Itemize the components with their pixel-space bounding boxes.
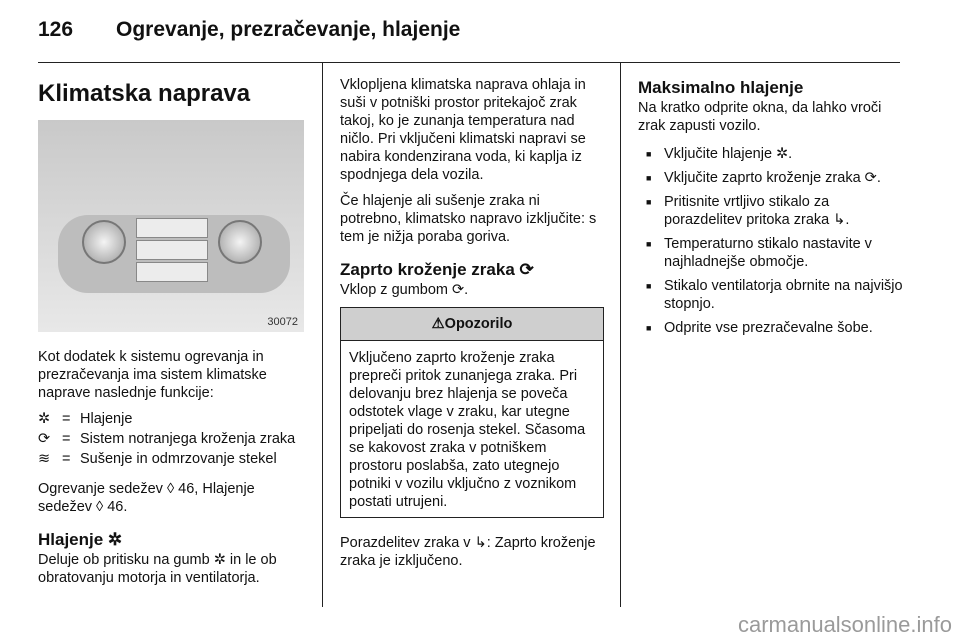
bullet-item xyxy=(638,319,904,337)
equals-sign: = xyxy=(62,431,71,447)
bullet-text: Vključite hlajenje ✲. xyxy=(664,146,793,162)
bullet-text: Pritisnite vrtljivo stikalo za porazdelitev pritoka zraka ↳. xyxy=(664,194,850,228)
bullet-text: Stikalo ventilatorja obrnite na najvišjo stopnjo. xyxy=(664,278,903,312)
symbol-row-defrost xyxy=(38,450,308,468)
panel-button-1 xyxy=(136,218,208,238)
symbol-text: Sušenje in odmrzovanje stekel xyxy=(80,451,277,467)
equals-sign: = xyxy=(62,411,71,427)
left-knob xyxy=(82,220,126,264)
recirculation-icon: ⟳ xyxy=(38,431,51,447)
bullet-text: Odprite vse prezračevalne šobe. xyxy=(664,320,873,336)
cooling-icon: ✲ xyxy=(38,411,51,427)
image-code: 30072 xyxy=(267,316,298,328)
bullet-text: Vključite zaprto kroženje zraka ⟳. xyxy=(664,170,881,186)
defrost-icon: ≋ xyxy=(38,451,51,467)
page-header xyxy=(38,18,460,42)
bullet-text: Temperaturno stikalo nastavite v najhladnejše območje. xyxy=(664,236,872,270)
section-heading-klimatska: Klimatska naprava xyxy=(38,80,251,107)
bullet-item xyxy=(638,277,904,313)
column-1 xyxy=(38,62,308,595)
page-title: Ogrevanje, prezračevanje, hlajenje xyxy=(116,18,461,41)
column-divider-1 xyxy=(322,62,323,607)
bullet-square-icon: ■ xyxy=(646,239,652,249)
warning-text: Vključeno zaprto kroženje zraka prepreči pritok zunanjega zraka. Pri delovanju brez hlajenja se poveča odstotek vlage v zraku, kar utegne pripeljati do rosenja stekel. Sčasoma se kakovost zraka v potniškem prostoru poslabša, zato utegnejo potniki v vozilu vključno z voznikom postati utrujeni. xyxy=(349,350,586,510)
warning-box xyxy=(340,307,604,518)
seat-reference: Ogrevanje sedežev ◊ 46, Hlajenje sedežev ◊ 46. xyxy=(38,481,255,515)
panel-button-3 xyxy=(136,262,208,282)
equals-sign: = xyxy=(62,451,71,467)
bullet-square-icon: ■ xyxy=(646,149,652,159)
paragraph-2: Če hlajenje ali sušenje zraka ni potrebno, klimatsko napravo izključite: s tem je nižja poraba goriva. xyxy=(340,193,597,245)
bullet-square-icon: ■ xyxy=(646,173,652,183)
bullet-item xyxy=(638,235,904,271)
intro-text: Kot dodatek k sistemu ogrevanja in prezračevanja ima sistem klimatske naprave naslednje funkcije: xyxy=(38,349,267,401)
section-heading-zaprto: Zaprto kroženje zraka ⟳ xyxy=(340,260,534,279)
symbol-text: Hlajenje xyxy=(80,411,133,427)
column-divider-2 xyxy=(620,62,621,607)
bullet-item xyxy=(638,145,904,163)
bullet-item xyxy=(638,169,904,187)
paragraph-3: Porazdelitev zraka v ↳: Zaprto kroženje zraka je izključeno. xyxy=(340,535,596,569)
climate-panel-photo xyxy=(38,120,304,332)
right-knob xyxy=(218,220,262,264)
column-3 xyxy=(638,62,904,343)
panel-button-2 xyxy=(136,240,208,260)
symbol-text: Sistem notranjega kroženja zraka xyxy=(80,431,296,447)
paragraph-1: Vklopljena klimatska naprava ohlaja in suši v potniški prostor pritekajoč zrak takoj, ko je zunanja temperatura nad ničlo. Pri vključeni klimatski napravi se nabira kondenzirana voda, ki kaplja iz spodnjega dela vozila. xyxy=(340,77,586,183)
column-2 xyxy=(340,62,604,578)
bullet-square-icon: ■ xyxy=(646,197,652,207)
bullet-square-icon: ■ xyxy=(646,323,652,333)
maksimalno-intro: Na kratko odprite okna, da lahko vroči zrak zapusti vozilo. xyxy=(638,100,882,134)
warning-title: ⚠Opozorilo xyxy=(341,308,603,341)
symbol-row-cooling xyxy=(38,410,308,428)
section-heading-hlajenje: Hlajenje ✲ xyxy=(38,530,123,549)
symbol-row-recirculation xyxy=(38,430,308,448)
watermark: carmanualsonline.info xyxy=(737,612,952,637)
zaprto-text: Vklop z gumbom ⟳. xyxy=(340,282,469,298)
page-number: 126 xyxy=(38,18,74,41)
hlajenje-text: Deluje ob pritisku na gumb ✲ in le ob obratovanju motorja in ventilatorja. xyxy=(38,552,277,586)
section-heading-maksimalno: Maksimalno hlajenje xyxy=(638,78,804,97)
bullet-square-icon: ■ xyxy=(646,281,652,291)
bullet-item xyxy=(638,193,904,229)
